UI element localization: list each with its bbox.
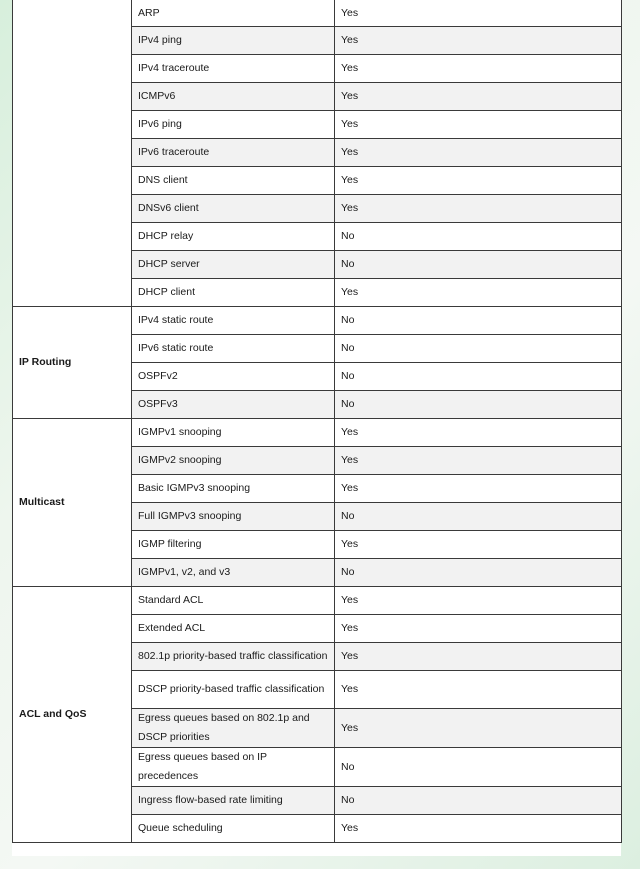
category-cell: IP Routing [13,307,132,419]
feature-cell: ARP [132,0,335,27]
feature-cell: Egress queues based on 802.1p and DSCP priorities [132,709,335,748]
feature-cell: IPv4 ping [132,27,335,55]
feature-cell: IGMPv1, v2, and v3 [132,559,335,587]
feature-cell: DNS client [132,167,335,195]
feature-cell: Standard ACL [132,587,335,615]
support-cell: No [335,559,622,587]
support-cell: No [335,363,622,391]
feature-cell: DHCP server [132,251,335,279]
feature-table-body [13,0,622,843]
feature-cell: IGMP filtering [132,531,335,559]
table-row [13,0,622,27]
support-cell: Yes [335,111,622,139]
feature-cell: Basic IGMPv3 snooping [132,475,335,503]
support-cell: Yes [335,27,622,55]
support-cell: Yes [335,643,622,671]
feature-cell: IPv6 ping [132,111,335,139]
feature-support-table [12,0,622,843]
support-cell: Yes [335,55,622,83]
feature-cell: IPv6 static route [132,335,335,363]
feature-cell: IPv4 static route [132,307,335,335]
support-cell: No [335,307,622,335]
support-cell: Yes [335,531,622,559]
table-row [13,307,622,335]
feature-cell: DHCP client [132,279,335,307]
support-cell: Yes [335,167,622,195]
feature-cell: OSPFv3 [132,391,335,419]
support-cell: Yes [335,475,622,503]
support-cell: Yes [335,671,622,709]
feature-cell: Extended ACL [132,615,335,643]
support-cell: Yes [335,139,622,167]
feature-cell: DSCP priority-based traffic classification [132,671,335,709]
support-cell: No [335,748,622,787]
table-row [13,419,622,447]
feature-cell: Full IGMPv3 snooping [132,503,335,531]
feature-cell: IGMPv1 snooping [132,419,335,447]
support-cell: Yes [335,709,622,748]
support-cell: No [335,335,622,363]
table-row [13,587,622,615]
feature-cell: OSPFv2 [132,363,335,391]
feature-table-sheet [12,0,621,856]
support-cell: Yes [335,195,622,223]
support-cell: Yes [335,419,622,447]
feature-cell: IGMPv2 snooping [132,447,335,475]
support-cell: No [335,503,622,531]
feature-cell: Ingress flow-based rate limiting [132,787,335,815]
feature-cell: DNSv6 client [132,195,335,223]
category-cell: Multicast [13,419,132,587]
support-cell: No [335,223,622,251]
support-cell: No [335,251,622,279]
support-cell: Yes [335,279,622,307]
support-cell: Yes [335,815,622,843]
category-cell: ACL and QoS [13,587,132,843]
feature-cell: IPv6 traceroute [132,139,335,167]
support-cell: No [335,391,622,419]
feature-cell: DHCP relay [132,223,335,251]
feature-cell: ICMPv6 [132,83,335,111]
support-cell: Yes [335,83,622,111]
feature-cell: 802.1p priority-based traffic classification [132,643,335,671]
support-cell: Yes [335,0,622,27]
support-cell: Yes [335,447,622,475]
support-cell: Yes [335,587,622,615]
support-cell: No [335,787,622,815]
support-cell: Yes [335,615,622,643]
feature-cell: Egress queues based on IP precedences [132,748,335,787]
feature-cell: IPv4 traceroute [132,55,335,83]
feature-cell: Queue scheduling [132,815,335,843]
category-cell [13,0,132,307]
